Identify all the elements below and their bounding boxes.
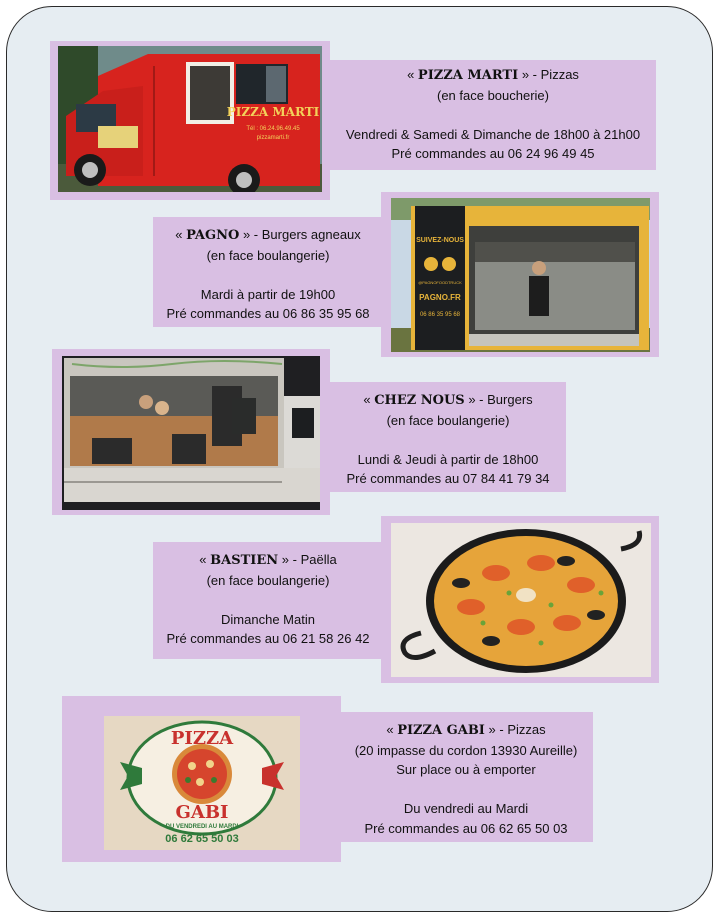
bastien-phone: Pré commandes au 06 21 58 26 42 [166, 631, 370, 646]
logo-gabi-word: GABI [175, 802, 229, 823]
pizza-marti-info-box [330, 60, 656, 170]
bastien-location: (en face boulangerie) [206, 572, 330, 588]
pagno-location: (en face boulangerie) [206, 247, 330, 263]
chez-nous-info-box [330, 382, 566, 492]
bastien-title-line: « BASTIEN » - Paëlla [199, 552, 337, 568]
pizza-gabi-category: Pizzas [507, 722, 546, 737]
chez-nous-category: Burgers [487, 392, 533, 407]
pizza-gabi-phone: Pré commandes au 06 62 65 50 03 [364, 820, 568, 836]
pizza-marti-schedule: Vendredi & Samedi & Dimanche de 18h00 à 21h00 [345, 126, 641, 142]
pizza-gabi-logo [104, 716, 300, 850]
white-food-truck-image [62, 356, 320, 510]
pagno-phone: Pré commandes au 06 86 35 95 68 [166, 306, 370, 321]
chez-nous-phone: Pré commandes au 07 84 41 79 34 [346, 471, 550, 486]
svg-text:PAGNO.FR: PAGNO.FR [419, 293, 461, 302]
pizza-gabi-service: Sur place ou à emporter [396, 762, 536, 777]
truck-brand-text: PIZZA MARTI [226, 105, 320, 119]
chez-nous-location: (en face boulangerie) [386, 412, 510, 428]
chez-nous-title-line: « CHEZ NOUS » - Burgers [363, 392, 533, 408]
pagno-title-line: « PAGNO » - Burgers agneaux [175, 227, 361, 243]
pizza-marti-location: (en face boucherie) [436, 87, 549, 103]
svg-text:pizzamarti.fr: pizzamarti.fr [256, 135, 290, 141]
pagno-category: Burgers agneaux [261, 227, 361, 242]
svg-text:Tél : 06.24.96.49.45: Tél : 06.24.96.49.45 [246, 126, 300, 132]
pagno-info-box [153, 217, 383, 327]
chez-nous-schedule: Lundi & Jeudi à partir de 18h00 [357, 451, 539, 467]
pizza-gabi-address: (20 impasse du cordon 13930 Aureille) [354, 742, 578, 758]
pizza-gabi-schedule: Du vendredi au Mardi [403, 801, 529, 816]
bastien-category: Paëlla [300, 552, 337, 567]
svg-text:SUIVEZ-NOUS: SUIVEZ-NOUS [416, 237, 464, 244]
pizza-gabi-name: PIZZA GABI [397, 723, 485, 738]
pizza-gabi-title-line: « PIZZA GABI » - Pizzas [386, 722, 546, 738]
pizza-marti-name: PIZZA MARTI [417, 68, 519, 83]
svg-text:DU VENDREDI AU MARDI: DU VENDREDI AU MARDI [165, 824, 239, 830]
pagno-schedule: Mardi à partir de 19h00 [200, 286, 336, 302]
yellow-food-truck-image [391, 198, 650, 352]
pizza-marti-title-line: « PIZZA MARTI » - Pizzas [407, 67, 579, 83]
bastien-info-box [153, 542, 383, 659]
pagno-truck-photo [391, 198, 650, 352]
chez-nous-name: CHEZ NOUS [374, 393, 465, 408]
pizza-marti-truck-photo [58, 46, 322, 192]
svg-text:06 62 65 50 03: 06 62 65 50 03 [165, 833, 239, 845]
logo-pizza-word: PIZZA [170, 728, 234, 749]
pizza-gabi-info-box [339, 712, 593, 842]
bastien-schedule: Dimanche Matin [221, 611, 315, 627]
pizza-marti-phone: Pré commandes au 06 24 96 49 45 [391, 146, 595, 161]
bastien-paella-photo [391, 523, 651, 677]
chez-nous-truck-photo [62, 356, 320, 510]
pizza-gabi-logo-image [104, 716, 300, 850]
bastien-name: BASTIEN [210, 553, 279, 568]
pagno-name: PAGNO [186, 228, 240, 243]
red-food-truck-image [58, 46, 322, 192]
pizza-marti-category: Pizzas [540, 67, 579, 82]
svg-text:06 86 35 95 68: 06 86 35 95 68 [419, 312, 461, 318]
svg-text:@PAGNOFOODTRUCK: @PAGNOFOODTRUCK [418, 280, 462, 285]
paella-pan-image [391, 523, 651, 677]
